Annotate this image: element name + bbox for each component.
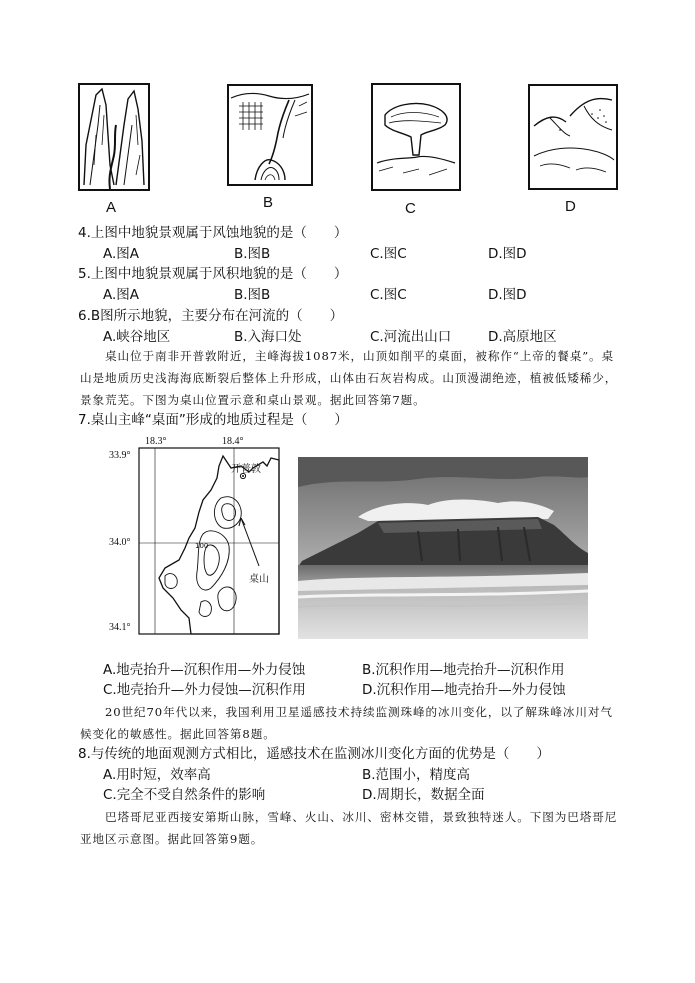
q6-option-c[interactable]: C.河流出山口: [370, 329, 452, 345]
mushroom-rock-illustration: [373, 85, 459, 189]
question-7-stem: 7.桌山主峰“桌面”形成的地质过程是（ ）: [78, 412, 348, 428]
map-lon-right: 18.4°: [222, 436, 244, 447]
q5-option-a[interactable]: A.图A: [103, 287, 140, 303]
figure-c-mushroom-rock: [371, 83, 461, 191]
q8-option-a[interactable]: A.用时短，效率高: [103, 767, 211, 783]
canyon-illustration: [80, 85, 148, 189]
q6-option-b[interactable]: B.入海口处: [234, 329, 302, 345]
q5-option-b[interactable]: B.图B: [234, 287, 271, 303]
q8-option-c[interactable]: C.完全不受自然条件的影响: [103, 787, 266, 803]
q4-option-a[interactable]: A.图A: [103, 246, 140, 262]
passage-q8: [80, 701, 620, 745]
figure-b-delta: [227, 84, 313, 186]
q7-option-c[interactable]: C.地壳抬升—外力侵蚀—沉积作用: [103, 682, 306, 698]
q4-option-d[interactable]: D.图D: [488, 246, 527, 262]
map-contour-label: 100: [195, 542, 209, 550]
map-mountain-label: 桌山: [249, 574, 269, 585]
question-8-stem: 8.与传统的地面观测方式相比，遥感技术在监测冰川变化方面的优势是（ ）: [78, 746, 550, 762]
question-4-stem: 4.上图中地貌景观属于风蚀地貌的是（ ）: [78, 225, 348, 241]
delta-illustration: [229, 86, 311, 184]
caption-a: A: [106, 199, 117, 216]
q6-option-d[interactable]: D.高原地区: [488, 329, 557, 345]
passage-q7: [80, 345, 620, 411]
passage-q9-text: 巴塔哥尼亚西接安第斯山脉，雪峰、火山、冰川、密林交错，景致独特迷人。下图为巴塔哥尼亚地区示意图。据此回答第9题。: [80, 810, 618, 846]
q7-option-d[interactable]: D.沉积作用—地壳抬升—外力侵蚀: [362, 682, 566, 698]
figure-a-canyon: [78, 83, 150, 191]
passage-q9: [80, 806, 620, 850]
passage-q7-text: 桌山位于南非开普敦附近，主峰海拔1087米，山顶如削平的桌面，被称作“上帝的餐桌”。桌山是地质历史浅海海底断裂后整体上升形成，山体由石灰岩构成。山顶漫湖绝迹，植被低矮稀少，景象荒芜。下图为桌山位置示意和桌山景观。据此回答第7题。: [80, 349, 618, 407]
map-lon-left: 18.3°: [145, 436, 167, 447]
dunes-illustration: [530, 86, 616, 188]
question-5-stem: 5.上图中地貌景观属于风积地貌的是（ ）: [78, 266, 348, 282]
map-lat-bottom: 34.1°: [109, 622, 131, 633]
q8-option-d[interactable]: D.周期长，数据全面: [362, 787, 485, 803]
q5-option-d[interactable]: D.图D: [488, 287, 527, 303]
figure-d-dunes: [528, 84, 618, 190]
q7-option-a[interactable]: A.地壳抬升—沉积作用—外力侵蚀: [103, 662, 306, 678]
caption-d: D: [565, 198, 576, 215]
passage-q8-text: 20世纪70年代以来，我国利用卫星遥感技术持续监测珠峰的冰川变化，以了解珠峰冰川对气候变化的敏感性。据此回答第8题。: [80, 705, 613, 741]
q5-option-c[interactable]: C.图C: [370, 287, 407, 303]
map-lat-top: 33.9°: [109, 450, 131, 461]
q7-option-b[interactable]: B.沉积作用—地壳抬升—沉积作用: [362, 662, 565, 678]
caption-c: C: [405, 200, 416, 217]
q4-option-c[interactable]: C.图C: [370, 246, 407, 262]
map-lat-mid: 34.0°: [109, 537, 131, 548]
caption-b: B: [263, 194, 274, 211]
q6-option-a[interactable]: A.峡谷地区: [103, 329, 171, 345]
map-city-label: 开普敦: [231, 464, 261, 475]
table-mountain-photo-svg: [298, 457, 588, 639]
q4-option-b[interactable]: B.图B: [234, 246, 271, 262]
q8-option-b[interactable]: B.范围小，精度高: [362, 767, 471, 783]
table-mountain-photo: [298, 457, 588, 639]
question-6-stem: 6.B图所示地貌，主要分布在河流的（ ）: [78, 308, 344, 324]
table-mountain-location-map: [103, 438, 285, 638]
